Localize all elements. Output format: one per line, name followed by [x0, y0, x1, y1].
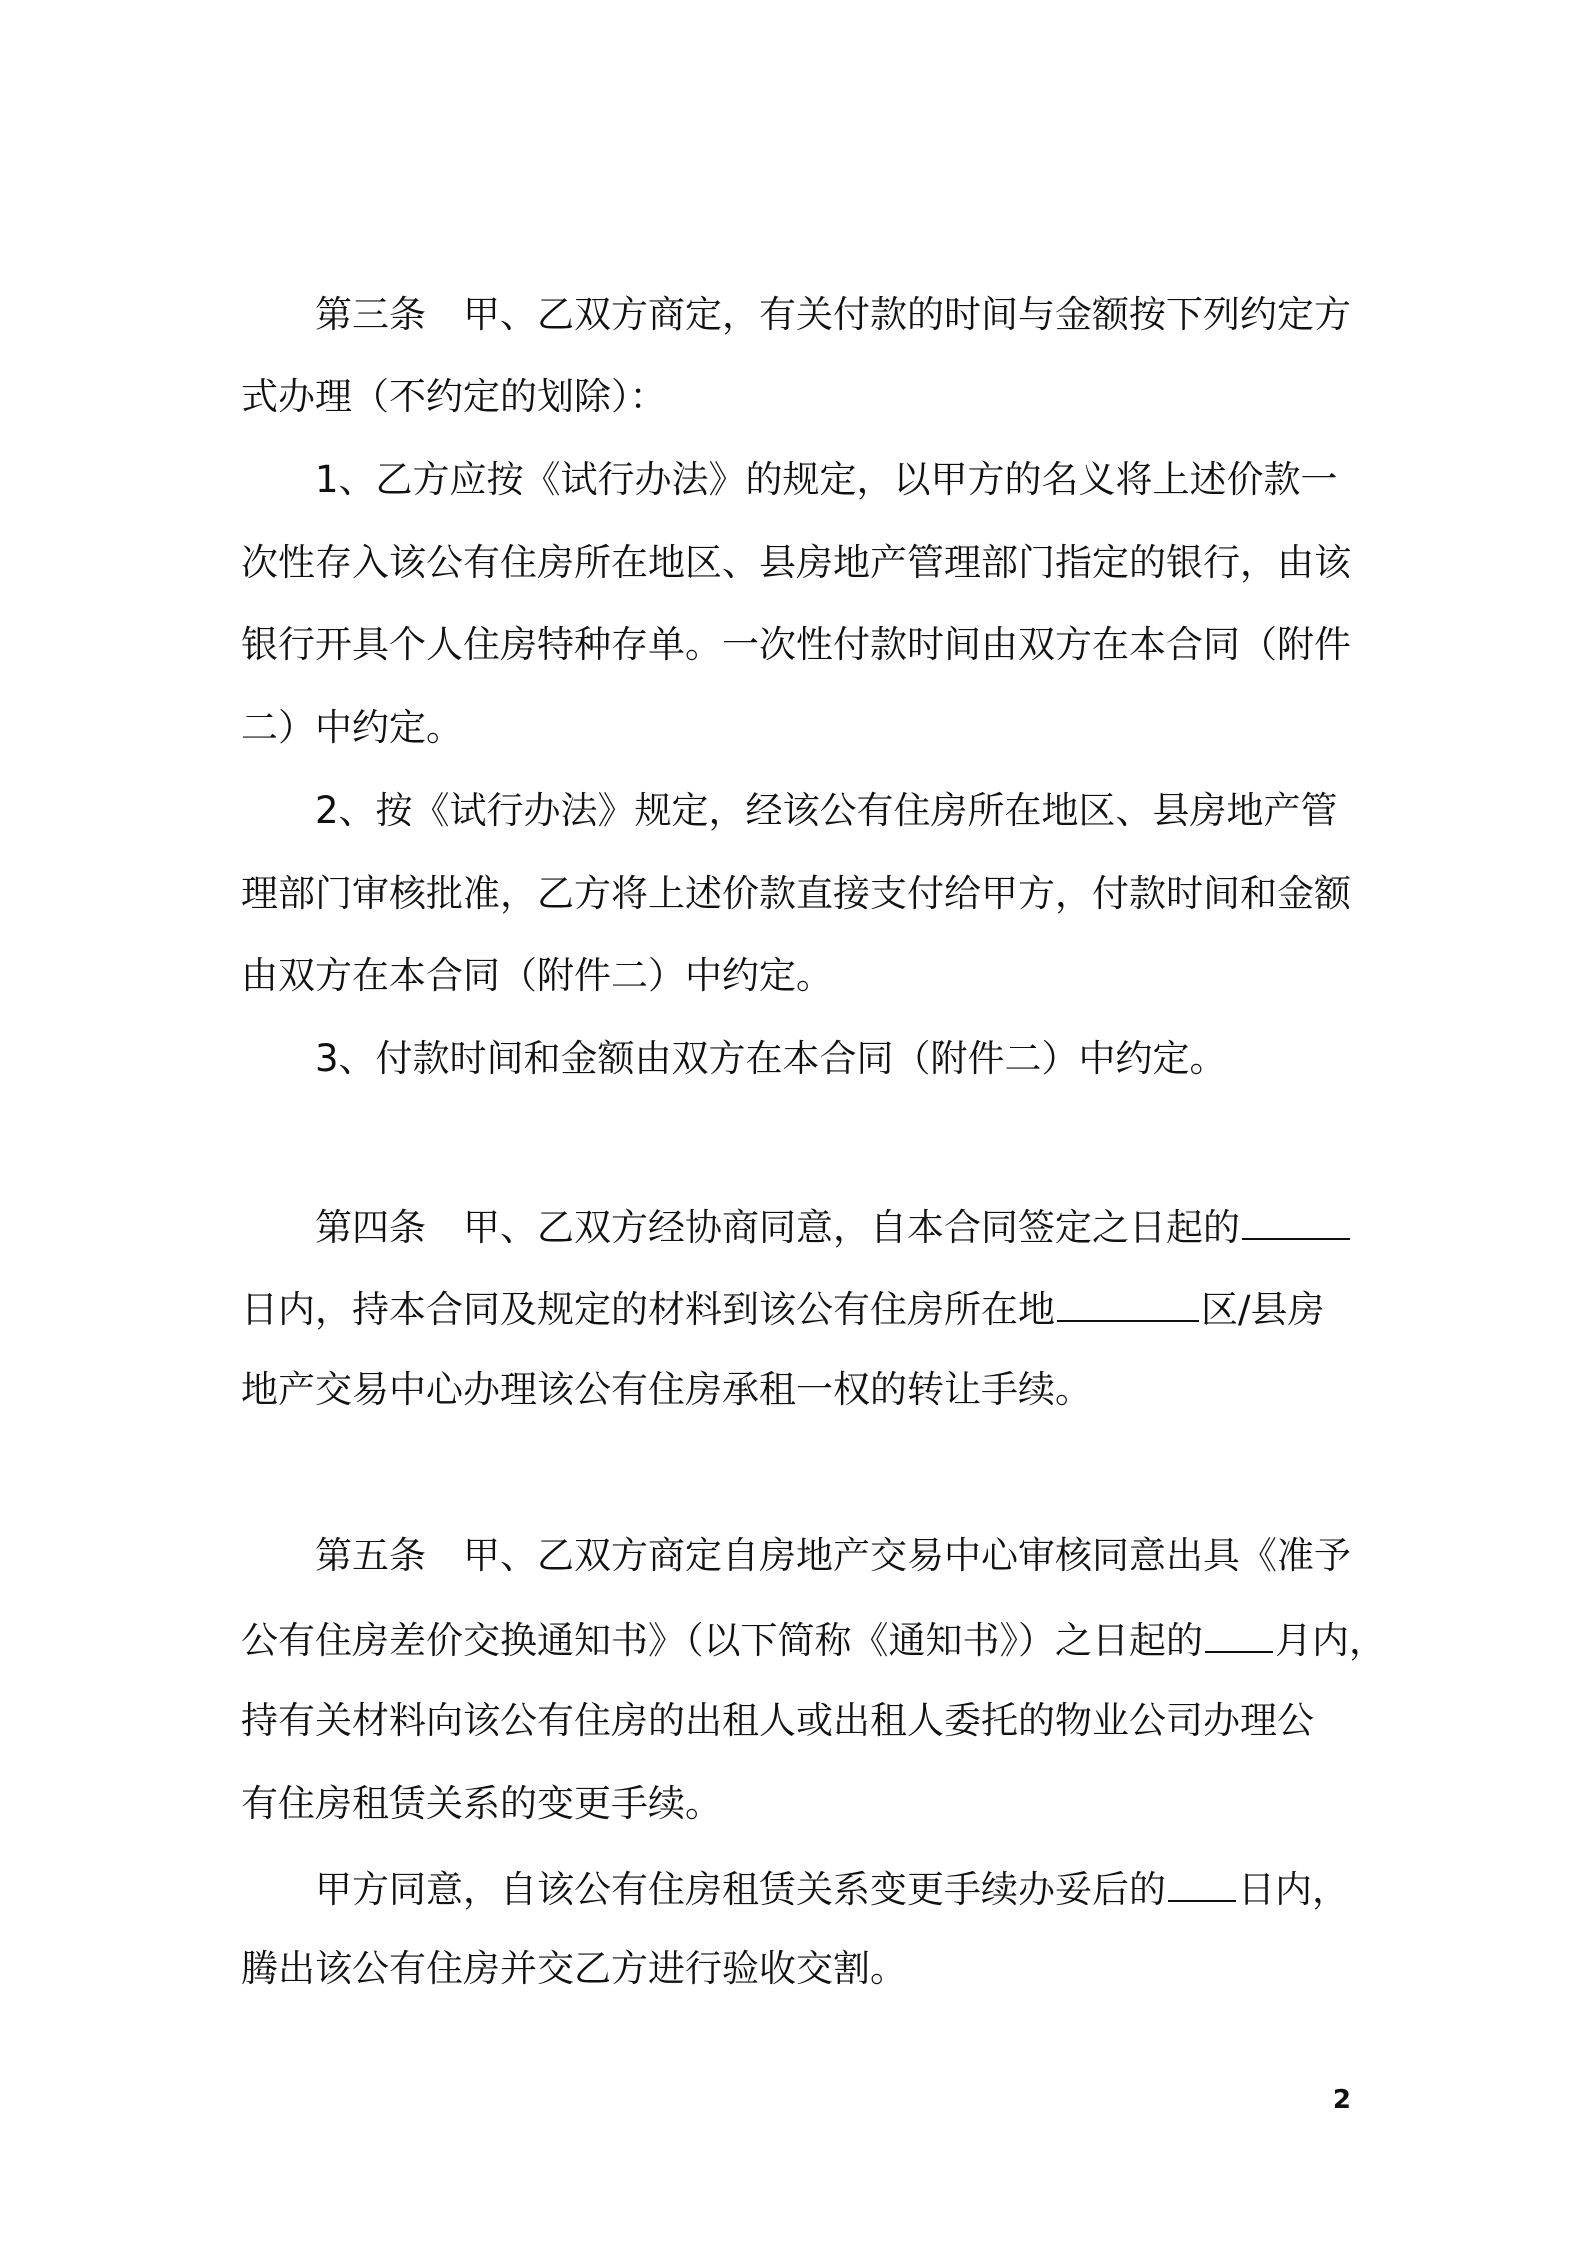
clause-1-line-1: 1、乙方应按《试行办法》的规定，以甲方的名义将上述价款一 [315, 458, 1338, 501]
district-blank [1057, 1282, 1199, 1322]
article-4-line-1: 第四条 甲、乙双方经协商同意，自本合同签定之日起的 [315, 1200, 1355, 1253]
article-3-line-2: 式办理（不约定的划除）： [241, 375, 667, 418]
article-5-line-1: 第五条 甲、乙双方商定自房地产交易中心审核同意出具《准予 [315, 1534, 1351, 1577]
article-5-line-4: 有住房租赁关系的变更手续。 [241, 1782, 722, 1825]
clause-1-line-3: 银行开具个人住房特种存单。一次性付款时间由双方在本合同（附件 [241, 623, 1351, 666]
article-4-line-3: 地产交易中心办理该公有住房承租一权的转让手续。 [241, 1368, 1092, 1411]
article-4-line-2: 日内，持本合同及规定的材料到该公有住房所在地 区/县房 [241, 1282, 1355, 1335]
page-number: 2 [1332, 2085, 1351, 2115]
article-5-line-2: 公有住房差价交换通知书》（以下简称《通知书》）之日起的 月内， [241, 1613, 1355, 1666]
article-3-line-1: 第三条 甲、乙双方商定，有关付款的时间与金额按下列约定方 [315, 293, 1351, 336]
vacate-days-blank [1168, 1862, 1236, 1902]
months-blank [1205, 1613, 1273, 1653]
article-5-para-2-line-2: 腾出该公有住房并交乙方进行验收交割。 [241, 1947, 907, 1990]
clause-1-line-4: 二）中约定。 [241, 706, 463, 749]
clause-2-line-3: 由双方在本合同（附件二）中约定。 [241, 954, 833, 997]
clause-2-line-2: 理部门审核批准，乙方将上述价款直接支付给甲方，付款时间和金额 [241, 872, 1351, 915]
clause-3-line-1: 3、付款时间和金额由双方在本合同（附件二）中约定。 [315, 1037, 1227, 1080]
article-5-para-2-line-1: 甲方同意，自该公有住房租赁关系变更手续办妥后的 日内， [315, 1862, 1355, 1915]
clause-1-line-2: 次性存入该公有住房所在地区、县房地产管理部门指定的银行，由该 [241, 541, 1351, 584]
article-5-line-3: 持有关材料向该公有住房的出租人或出租人委托的物业公司办理公 [241, 1699, 1314, 1742]
days-blank [1242, 1200, 1350, 1240]
clause-2-line-1: 2、按《试行办法》规定，经该公有住房所在地区、县房地产管 [315, 789, 1338, 832]
